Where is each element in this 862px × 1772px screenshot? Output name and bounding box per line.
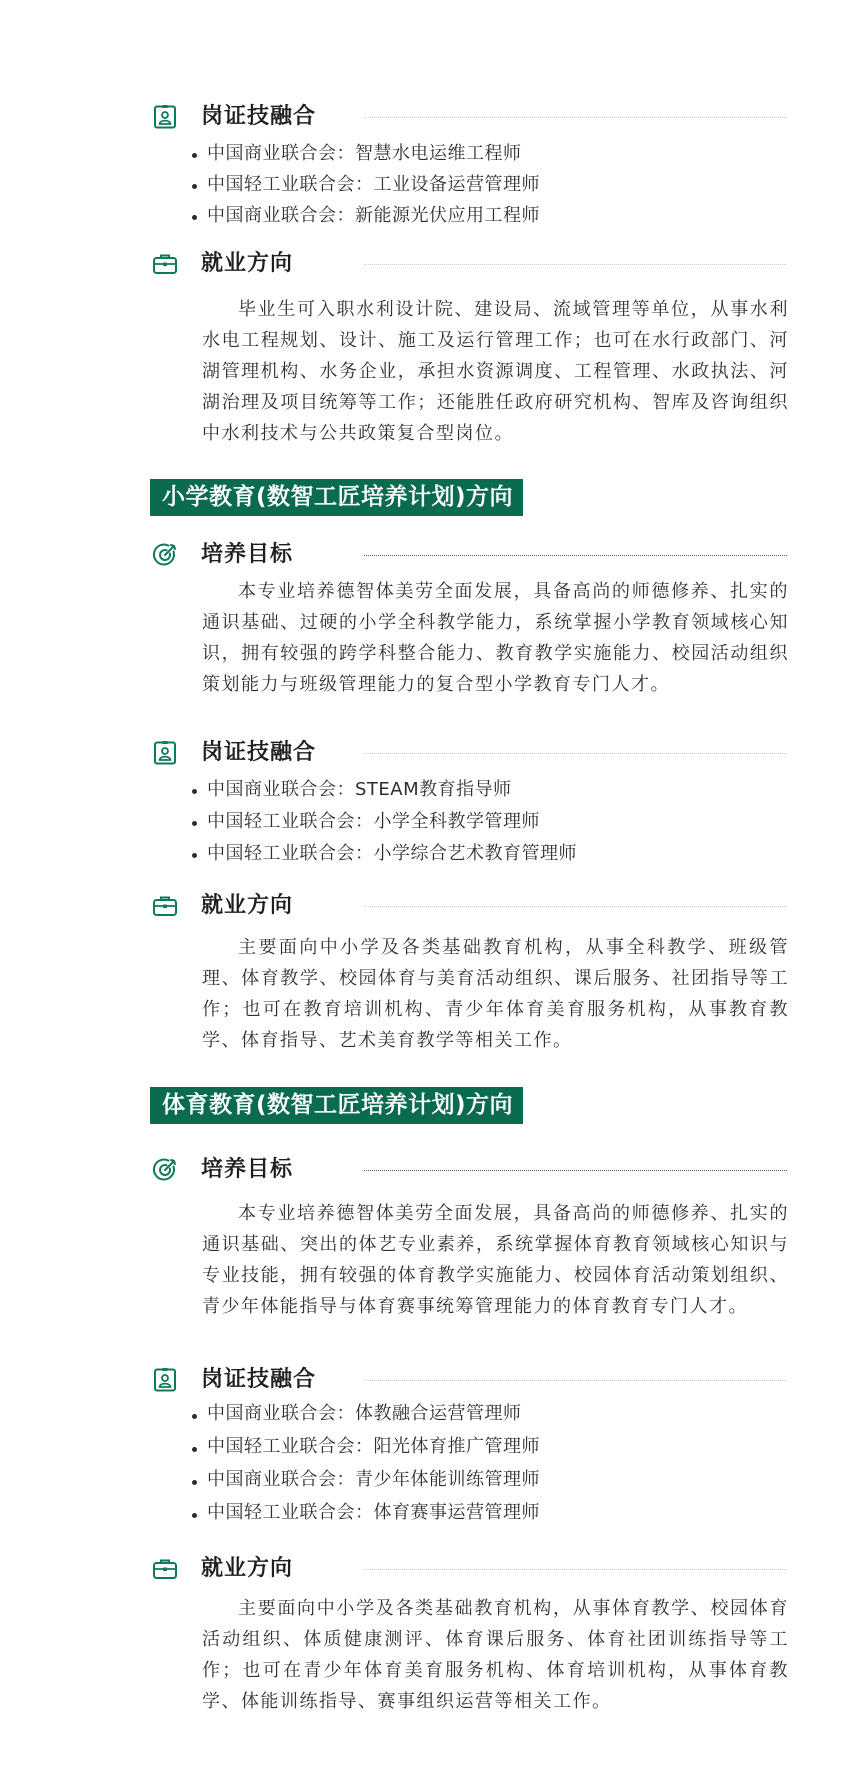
list-item: 中国轻工业联合会：小学全科教学管理师 xyxy=(207,807,577,839)
list-item: 中国轻工业联合会：小学综合艺术教育管理师 xyxy=(207,839,577,871)
section-title: 培养目标 xyxy=(201,542,294,567)
section-banner: 小学教育(数智工匠培养计划)方向 xyxy=(150,479,523,516)
goal-paragraph: 本专业培养德智体美劳全面发展，具备高尚的师德修养、扎实的通识基础、突出的体艺专业素养，系统掌握体育教育领域核心知识与专业技能，拥有较强的体育教学实施能力、校园体育活动策划组织、青少年体能指导与体育赛事统筹管理能力的体育教育专门人才。 xyxy=(202,1203,789,1317)
dotted-divider xyxy=(364,753,787,754)
cert-list xyxy=(207,139,540,232)
id-badge-icon xyxy=(152,104,178,130)
dotted-divider xyxy=(364,906,787,907)
briefcase-icon xyxy=(152,893,178,919)
target-icon xyxy=(152,542,178,568)
section-title: 岗证技融合 xyxy=(201,740,317,765)
section-title: 岗证技融合 xyxy=(201,1367,317,1392)
section-title: 岗证技融合 xyxy=(201,104,317,129)
career-paragraph: 主要面向中小学及各类基础教育机构，从事体育教学、校园体育活动组织、体质健康测评、体育课后服务、体育社团训练指导等工作；也可在青少年体育美育服务机构、体育培训机构，从事体育教学、体能训练指导、赛事组织运营等相关工作。 xyxy=(202,1598,789,1712)
list-item: 中国商业联合会：智慧水电运维工程师 xyxy=(207,139,540,170)
briefcase-icon xyxy=(152,251,178,277)
dotted-divider xyxy=(364,264,787,265)
list-item: 中国轻工业联合会：工业设备运营管理师 xyxy=(207,170,540,201)
goal-paragraph: 本专业培养德智体美劳全面发展，具备高尚的师德修养、扎实的通识基础、过硬的小学全科教学能力，系统掌握小学教育领域核心知识，拥有较强的跨学科整合能力、教育教学实施能力、校园活动组织策划能力与班级管理能力的复合型小学教育专门人才。 xyxy=(202,581,789,695)
section-header-cert xyxy=(152,740,787,766)
dotted-divider xyxy=(364,1170,787,1171)
dotted-divider xyxy=(364,117,787,118)
section-title: 就业方向 xyxy=(201,1556,294,1581)
section-title: 就业方向 xyxy=(201,893,294,918)
career-paragraph: 毕业生可入职水利设计院、建设局、流域管理等单位，从事水利水电工程规划、设计、施工及运行管理工作；也可在水行政部门、河湖管理机构、水务企业，承担水资源调度、工程管理、水政执法、河湖治理及项目统筹等工作；还能胜任政府研究机构、智库及咨询组织中水利技术与公共政策复合型岗位。 xyxy=(202,299,789,444)
section-header-goal xyxy=(152,1157,787,1183)
cert-list xyxy=(207,1399,540,1531)
list-item: 中国轻工业联合会：阳光体育推广管理师 xyxy=(207,1432,540,1465)
list-item: 中国轻工业联合会：体育赛事运营管理师 xyxy=(207,1498,540,1531)
id-badge-icon xyxy=(152,740,178,766)
section-header-career xyxy=(152,893,787,919)
section-title: 培养目标 xyxy=(201,1157,294,1182)
cert-list xyxy=(207,775,577,871)
list-item: 中国商业联合会：体教融合运营管理师 xyxy=(207,1399,540,1432)
list-item: 中国商业联合会：STEAM教育指导师 xyxy=(207,775,577,807)
briefcase-icon xyxy=(152,1556,178,1582)
dotted-divider xyxy=(364,1569,787,1570)
id-badge-icon xyxy=(152,1367,178,1393)
section-header-cert xyxy=(152,1367,787,1393)
section-header-goal xyxy=(152,542,787,568)
dotted-divider xyxy=(364,1380,787,1381)
section-banner: 体育教育(数智工匠培养计划)方向 xyxy=(150,1087,523,1124)
career-paragraph: 主要面向中小学及各类基础教育机构，从事全科教学、班级管理、体育教学、校园体育与美育活动组织、课后服务、社团指导等工作；也可在教育培训机构、青少年体育美育服务机构，从事教育教学、体育指导、艺术美育教学等相关工作。 xyxy=(202,937,789,1051)
target-icon xyxy=(152,1157,178,1183)
list-item: 中国商业联合会：青少年体能训练管理师 xyxy=(207,1465,540,1498)
section-header-cert xyxy=(152,104,787,130)
section-title: 就业方向 xyxy=(201,251,294,276)
list-item: 中国商业联合会：新能源光伏应用工程师 xyxy=(207,201,540,232)
section-header-career xyxy=(152,251,787,277)
section-header-career xyxy=(152,1556,787,1582)
dotted-divider xyxy=(364,555,787,556)
